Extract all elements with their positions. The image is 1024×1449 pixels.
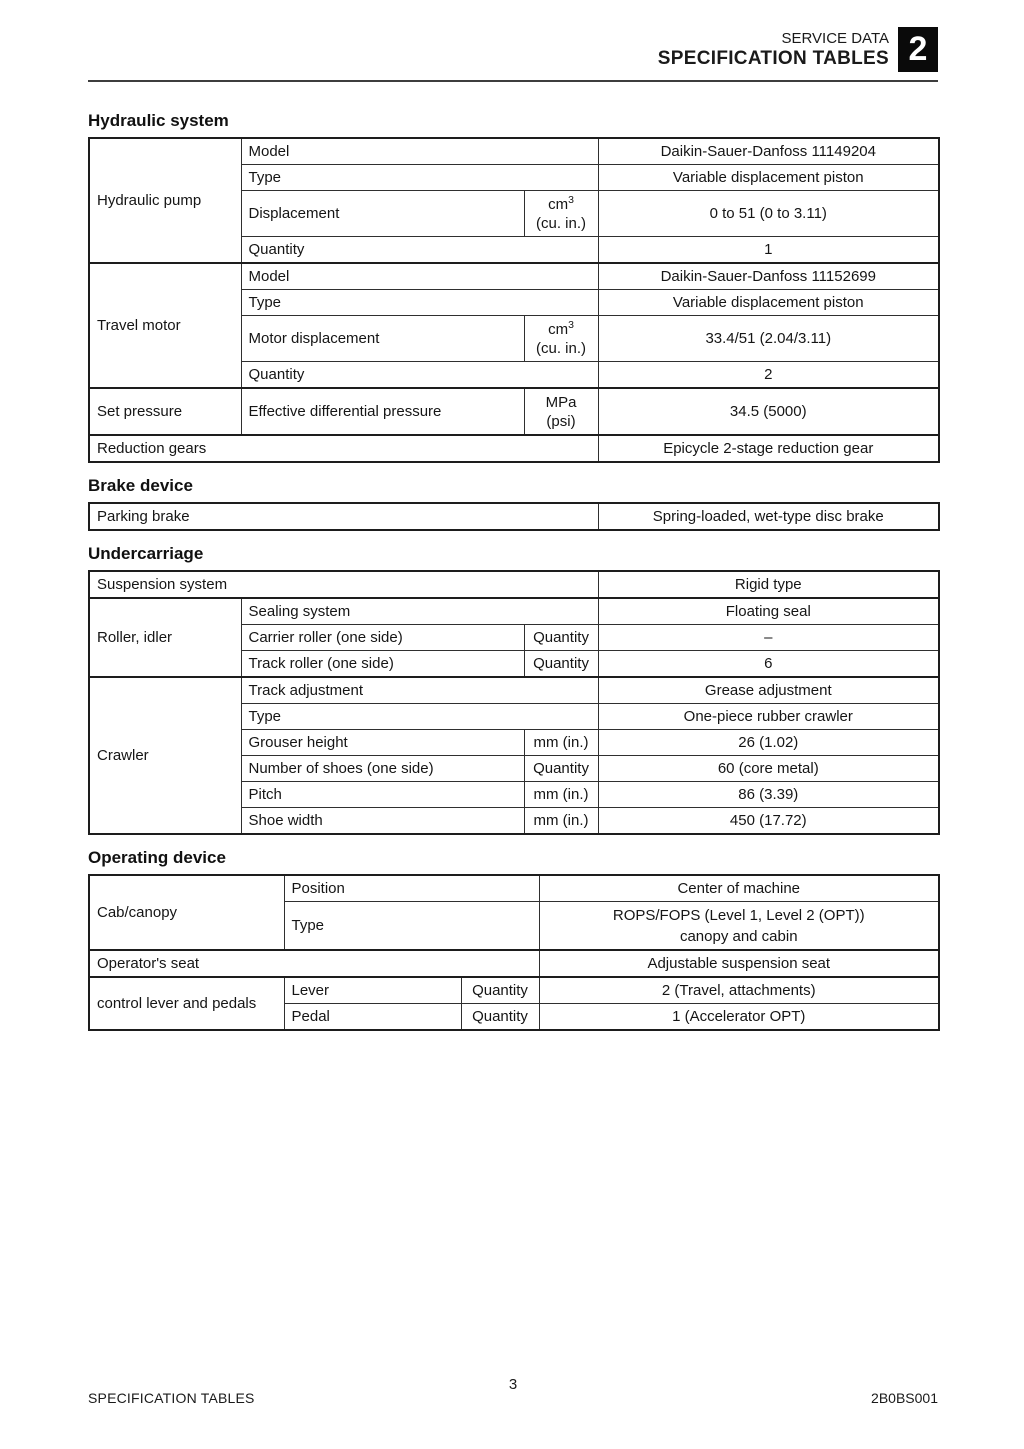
table-row: [89, 138, 939, 165]
spec-unit: Quantity: [461, 1004, 539, 1031]
spec-name: Pitch: [241, 782, 524, 808]
operating-device-table: [88, 874, 940, 1031]
spec-name: Model: [241, 263, 598, 290]
spec-name: Grouser height: [241, 730, 524, 756]
spec-unit: $cm^3$ (cu. in.): [524, 191, 598, 237]
spec-value: Variable displacement piston: [598, 290, 939, 316]
spec-value: Daikin-Sauer-Danfoss 11152699: [598, 263, 939, 290]
spec-name: Quantity: [241, 362, 598, 389]
header-kicker: SERVICE DATA: [781, 29, 889, 47]
spec-value: 26 (1.02): [598, 730, 939, 756]
spec-value: –: [598, 625, 939, 651]
spec-value: Center of machine: [539, 875, 939, 902]
spec-unit: Quantity: [524, 651, 598, 678]
spec-name: Quantity: [241, 237, 598, 264]
spec-value: ROPS/FOPS (Level 1, Level 2 (OPT)) canopy and cabin: [539, 902, 939, 951]
table-row: [89, 950, 939, 977]
spec-value: Floating seal: [598, 598, 939, 625]
spec-value: One-piece rubber crawler: [598, 704, 939, 730]
spec-value: Spring-loaded, wet-type disc brake: [598, 503, 939, 530]
spec-value: 86 (3.39): [598, 782, 939, 808]
hydraulic-system-table: [88, 137, 940, 463]
spec-value: 33.4/51 (2.04/3.11): [598, 316, 939, 362]
footer-chapter-title: SPECIFICATION TABLES: [88, 1390, 255, 1406]
spec-unit: Quantity: [524, 756, 598, 782]
spec-name: Sealing system: [241, 598, 598, 625]
spec-value: Daikin-Sauer-Danfoss 11149204: [598, 138, 939, 165]
spec-name: Shoe width: [241, 808, 524, 835]
spec-name: Pedal: [284, 1004, 461, 1031]
spec-name: Track roller (one side): [241, 651, 524, 678]
spec-name: Effective differential pressure: [241, 388, 524, 435]
row-label: control lever and pedals: [89, 977, 284, 1030]
spec-name: Motor displacement: [241, 316, 524, 362]
spec-value: Epicycle 2-stage reduction gear: [598, 435, 939, 462]
row-label: Operator's seat: [89, 950, 539, 977]
header-text: [658, 30, 889, 70]
heading-hydraulic-system: Hydraulic system: [88, 111, 229, 130]
spec-unit: Quantity: [524, 625, 598, 651]
brake-device-table: [88, 502, 940, 531]
table-row: [89, 598, 939, 625]
spec-name: Number of shoes (one side): [241, 756, 524, 782]
spec-name: Type: [241, 165, 598, 191]
spec-value: 6: [598, 651, 939, 678]
page-number: 3: [508, 1376, 518, 1393]
spec-unit: MPa (psi): [524, 388, 598, 435]
spec-name: Type: [284, 902, 539, 951]
row-label: Roller, idler: [89, 598, 241, 677]
spec-name: Type: [241, 290, 598, 316]
spec-name: Lever: [284, 977, 461, 1004]
table-row: [89, 435, 939, 462]
table-row: [89, 503, 939, 530]
spec-name: Model: [241, 138, 598, 165]
header-rule: [88, 80, 938, 82]
spec-name: Type: [241, 704, 598, 730]
spec-name: Displacement: [241, 191, 524, 237]
doc-title: SPECIFICATION TABLES: [657, 47, 889, 69]
row-label: Reduction gears: [89, 435, 598, 462]
row-label: Suspension system: [89, 571, 598, 598]
row-label: Parking brake: [89, 503, 598, 530]
spec-value: Grease adjustment: [598, 677, 939, 704]
undercarriage-table: [88, 570, 940, 835]
spec-name: Track adjustment: [241, 677, 598, 704]
heading-operating-device: Operating device: [88, 848, 226, 867]
table-row: [89, 263, 939, 290]
spec-unit: mm (in.): [524, 730, 598, 756]
spec-name: Carrier roller (one side): [241, 625, 524, 651]
heading-brake-device: Brake device: [88, 476, 193, 495]
doc-header: [88, 0, 938, 72]
row-label: Hydraulic pump: [89, 138, 241, 263]
table-row: [89, 875, 939, 902]
spec-value: Adjustable suspension seat: [539, 950, 939, 977]
spec-value: 60 (core metal): [598, 756, 939, 782]
spec-value: Rigid type: [598, 571, 939, 598]
row-label: Set pressure: [89, 388, 241, 435]
spec-unit: mm (in.): [524, 808, 598, 835]
footer-doc-code: 2B0BS001: [871, 1390, 938, 1406]
chapter-number-badge: 2: [898, 27, 938, 72]
spec-unit: mm (in.): [524, 782, 598, 808]
row-label: Cab/canopy: [89, 875, 284, 950]
spec-value: 450 (17.72): [598, 808, 939, 835]
table-row: [89, 677, 939, 704]
table-row: [89, 571, 939, 598]
spec-value: 1 (Accelerator OPT): [539, 1004, 939, 1031]
row-label: Travel motor: [89, 263, 241, 388]
spec-value: 0 to 51 (0 to 3.11): [598, 191, 939, 237]
spec-unit: $cm^3$ (cu. in.): [524, 316, 598, 362]
table-row: [89, 977, 939, 1004]
page-content: [88, 0, 938, 1449]
spec-value: 34.5 (5000): [598, 388, 939, 435]
spec-value: 2 (Travel, attachments): [539, 977, 939, 1004]
table-row: [89, 388, 939, 435]
spec-value: 2: [598, 362, 939, 389]
spec-value: 1: [598, 237, 939, 264]
row-label: Crawler: [89, 677, 241, 834]
heading-undercarriage: Undercarriage: [88, 544, 204, 563]
spec-name: Position: [284, 875, 539, 902]
spec-unit: Quantity: [461, 977, 539, 1004]
spec-value: Variable displacement piston: [598, 165, 939, 191]
